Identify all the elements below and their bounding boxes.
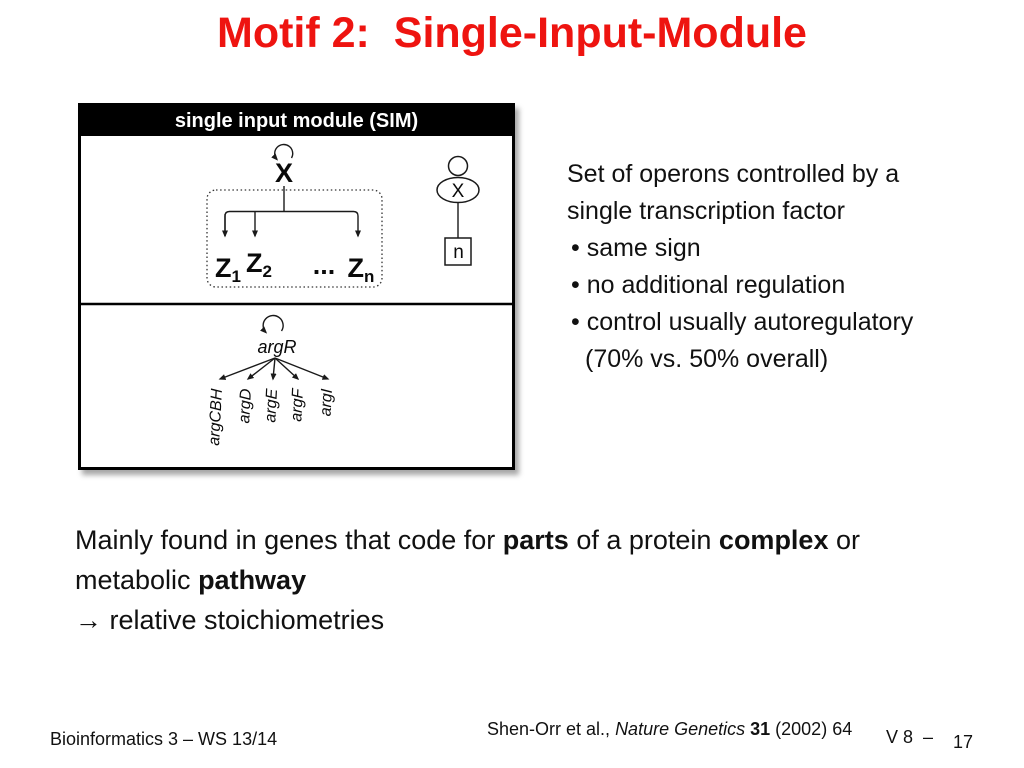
description-block <box>567 156 913 378</box>
bullet-parenthetical: (70% vs. 50% overall) <box>585 345 829 373</box>
fan-arrow-2 <box>248 358 275 379</box>
bullet-item: • control usually autoregulatory <box>571 308 914 336</box>
target-zn-label: Zn <box>347 253 375 286</box>
fan-arrow-1 <box>220 358 275 379</box>
citation <box>487 719 852 740</box>
lecture-number: V 8 – <box>886 727 934 747</box>
sim-symbol <box>437 157 479 266</box>
summary-bold-pathway: pathway <box>198 565 307 595</box>
symbol-count-label: n <box>453 242 464 263</box>
sim-figure <box>78 103 515 470</box>
summary-line-3: → relative stoichiometries <box>75 605 385 635</box>
ellipsis-label: ... <box>312 250 336 280</box>
figure-header: single input module (SIM) <box>81 106 512 136</box>
citation-volume: 31 <box>750 719 771 739</box>
footer-course-label: Bioinformatics 3 – WS 13/14 <box>50 729 278 749</box>
citation-journal: Nature Genetics <box>615 719 751 739</box>
bullet-item: • same sign <box>571 234 701 262</box>
sim-diagram <box>81 136 512 467</box>
summary-bold-complex: complex <box>718 525 829 555</box>
fan-arrow-5 <box>275 358 328 379</box>
operon-label-argd: argD <box>236 388 255 424</box>
operon-label-arge: argE <box>262 388 281 423</box>
sim-schematic-panel <box>207 144 479 287</box>
summary-line-1 <box>75 520 860 560</box>
description-line: single transcription factor <box>567 197 845 225</box>
page-number: 17 <box>953 732 974 752</box>
citation-authors: Shen-Orr et al., <box>487 719 616 739</box>
regulator-label: argR <box>257 337 297 357</box>
argr-self-loop-arrow <box>263 316 283 333</box>
description-line: Set of operons controlled by a <box>567 160 900 188</box>
bullet-item: • no additional regulation <box>571 271 846 299</box>
summary-text: metabolic <box>75 565 199 595</box>
fan-arrow-3 <box>273 358 275 379</box>
tf-node-label: X <box>274 158 294 188</box>
target-z1-label: Z1 <box>215 253 241 286</box>
symbol-tf-label: X <box>451 181 465 202</box>
citation-rest: (2002) 64 <box>770 719 853 739</box>
target-z2-label: Z2 <box>246 248 272 281</box>
summary-text: of a protein <box>568 525 719 555</box>
branch-bracket <box>225 212 358 237</box>
operon-label-argf: argF <box>288 388 307 423</box>
operon-label-argi: argI <box>317 388 336 417</box>
summary-text: or <box>828 525 860 555</box>
slide-title: Motif 2: Single-Input-Module <box>217 9 807 57</box>
summary-line-2 <box>75 560 860 600</box>
sim-example-panel <box>206 316 336 447</box>
fan-arrow-4 <box>275 358 298 379</box>
summary-text: Mainly found in genes that code for <box>75 525 503 555</box>
summary-bold-parts: parts <box>502 525 569 555</box>
summary-block <box>75 520 860 640</box>
operon-label-argcbh: argCBH <box>206 388 226 447</box>
symbol-self-loop-circle <box>449 157 468 176</box>
